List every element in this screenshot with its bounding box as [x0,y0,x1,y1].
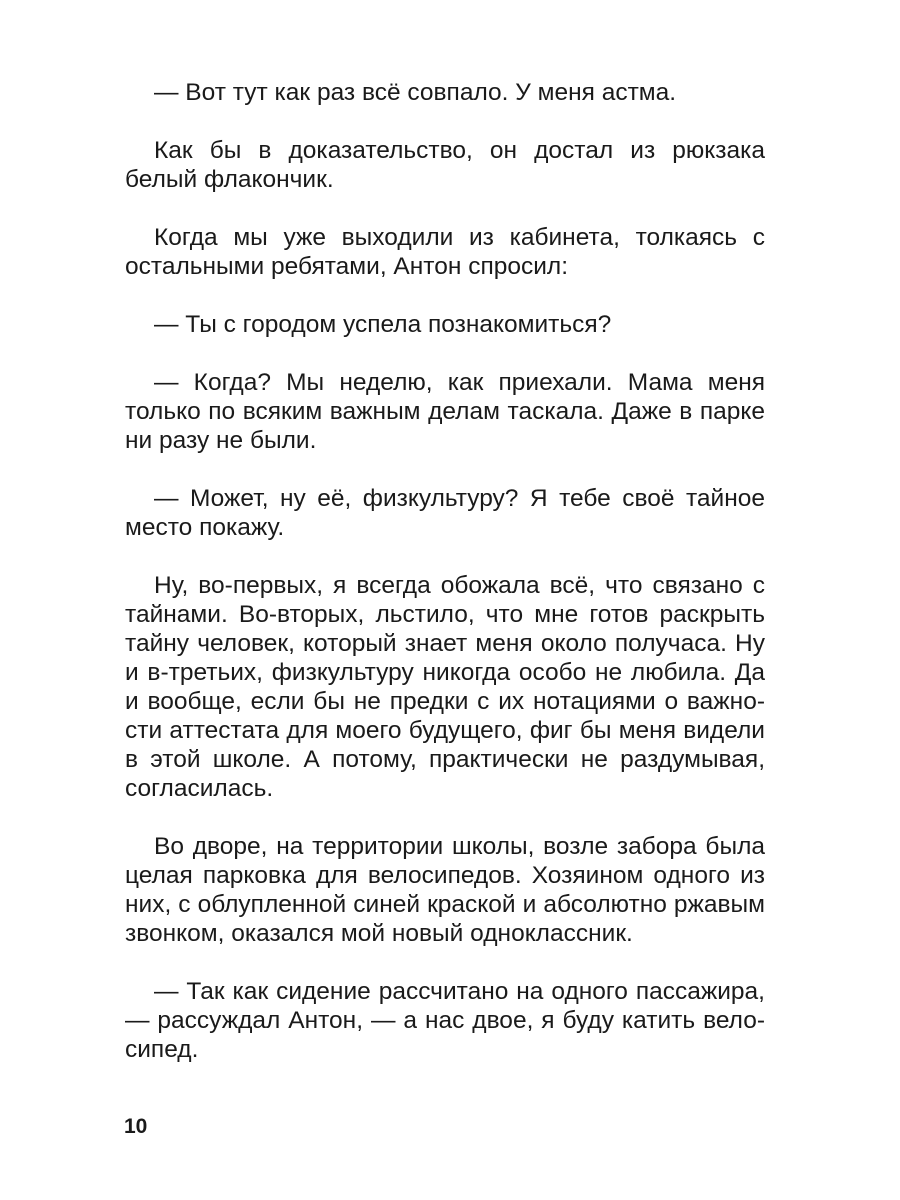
paragraph: Когда мы уже выходили из кабинета, толкаясь с остальными ребятами, Антон спросил: [125,224,765,280]
paragraph: Во дворе, на территории школы, возле забора была целая парковка для велосипедов. Хозяином одного из них, с облупленной синей краской и абсолютно ржавым звонком, оказался мой новый одноклассник. [125,833,765,947]
paragraph: — Вот тут как раз всё совпало. У меня астма. [154,79,677,106]
paragraph: Ну, во-первых, я всегда обожала всё, что связано с тайнами. Во-вторых, льстило, что мне готов раскрыть тайну человек, который знает меня около получаса. Ну и в-третьих, физкультуру никогда особо не любила. Да и вообще, если бы не предки с их нотациями о важности аттестата для моего будущего, фиг бы меня видели в этой школе. А потому, практически не раздумывая, согласилась. [125,572,765,802]
paragraph: — Когда? Мы неделю, как приехали. Мама меня только по всяким важным делам таскала. Даже в парке ни разу не были. [125,369,765,454]
paragraph: — Ты с городом успела познакомиться? [154,311,612,338]
paragraph: — Может, ну её, физкультуру? Я тебе своё тайное место покажу. [125,485,765,541]
page-number: 10 [124,1115,148,1138]
paragraph: — Так как сидение рассчитано на одного пассажира, — рассуждал Антон, — а нас двое, я буду катить велосипед. [125,978,765,1063]
page-body-text [125,78,765,1064]
paragraph: Как бы в доказательство, он достал из рюкзака белый флакончик. [125,137,765,193]
